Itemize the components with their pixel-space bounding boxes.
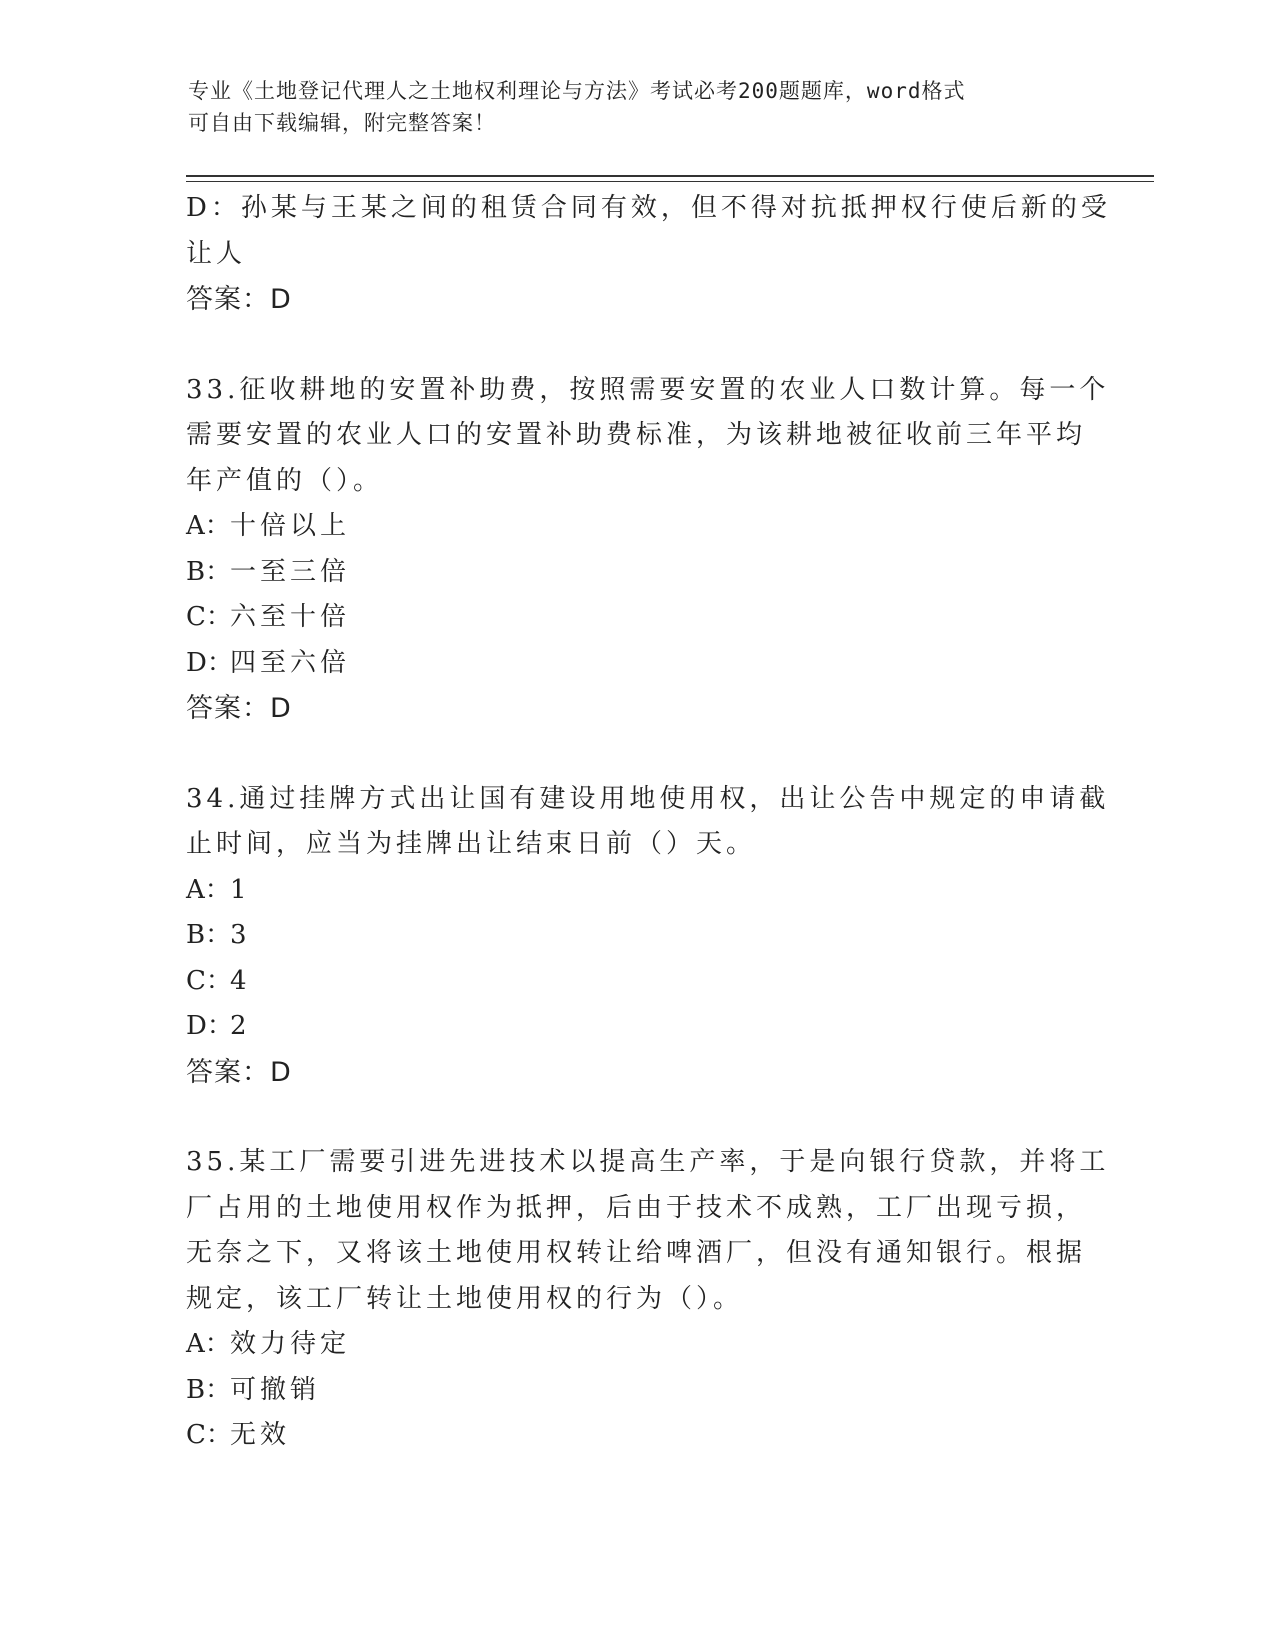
stem-line: 33.征收耕地的安置补助费，按照需要安置的农业人口数计算。每一个 bbox=[186, 374, 1110, 405]
header-divider-thin bbox=[186, 181, 1154, 182]
question-content bbox=[186, 186, 1111, 1459]
stem-line: 厂占用的土地使用权作为抵押，后由于技术不成熟，工厂出现亏损， bbox=[186, 1192, 1087, 1223]
option-b bbox=[186, 550, 1086, 596]
option-b bbox=[186, 913, 1086, 959]
header-title-line-2: 可自由下载编辑，附完整答案！ bbox=[188, 111, 496, 135]
option-letter: B： bbox=[186, 920, 232, 950]
header-title-line-1: 专业《土地登记代理人之土地权利理论与方法》考试必考200题题库，word格式 bbox=[188, 79, 966, 103]
option-letter: C： bbox=[186, 1420, 232, 1450]
question-35 bbox=[186, 1140, 1110, 1459]
option-text: 六至十倍 bbox=[230, 602, 351, 632]
stem-line: 年产值的（）。 bbox=[186, 465, 384, 496]
previous-question-tail bbox=[186, 186, 1111, 323]
option-text: 效力待定 bbox=[230, 1329, 351, 1359]
question-stem bbox=[186, 777, 1110, 868]
option-text: 可撤销 bbox=[230, 1374, 321, 1405]
option-text: 3 bbox=[230, 920, 251, 950]
stem-line: 无奈之下，又将该土地使用权转让给啤酒厂，但没有通知银行。根据 bbox=[186, 1238, 1087, 1268]
option-d bbox=[186, 1004, 1086, 1050]
option-text: 无效 bbox=[230, 1420, 291, 1450]
option-letter: B： bbox=[186, 1374, 232, 1405]
option-letter: A： bbox=[186, 1329, 231, 1359]
option-text: 2 bbox=[230, 1011, 251, 1041]
option-text: 十倍以上 bbox=[230, 511, 351, 541]
option-letter: B： bbox=[186, 556, 232, 587]
question-33 bbox=[186, 368, 1110, 732]
option-letter: C： bbox=[186, 602, 232, 632]
header-divider-thick bbox=[186, 175, 1154, 177]
option-text: 四至六倍 bbox=[230, 647, 351, 678]
question-stem bbox=[186, 1140, 1110, 1322]
option-d-line-1: D：孙某与王某之间的租赁合同有效，但不得对抗抵押权行使后新的受 bbox=[186, 193, 1111, 223]
stem-line: 35.某工厂需要引进先进技术以提高生产率，于是向银行贷款，并将工 bbox=[186, 1147, 1110, 1177]
option-letter: A： bbox=[186, 511, 231, 541]
option-c bbox=[186, 1413, 1086, 1459]
option-a bbox=[186, 504, 1086, 550]
question-stem bbox=[186, 368, 1110, 505]
stem-line: 规定，该工厂转让土地使用权的行为（）。 bbox=[186, 1283, 744, 1314]
option-a bbox=[186, 1322, 1086, 1368]
option-d bbox=[186, 641, 1086, 687]
option-text: 1 bbox=[230, 874, 251, 905]
option-text: 一至三倍 bbox=[230, 556, 351, 587]
answer-label: 答案：D bbox=[186, 693, 292, 724]
option-b bbox=[186, 1368, 1086, 1414]
stem-line: 需要安置的农业人口的安置补助费标准，为该耕地被征收前三年平均 bbox=[186, 420, 1087, 450]
stem-line: 止时间，应当为挂牌出让结束日前（）天。 bbox=[186, 829, 757, 859]
option-d-line-2: 让人 bbox=[186, 238, 247, 269]
answer-label: 答案：D bbox=[186, 1056, 292, 1088]
option-letter: A： bbox=[186, 874, 231, 905]
option-letter: D： bbox=[186, 647, 233, 678]
option-letter: D： bbox=[186, 1011, 233, 1041]
question-34 bbox=[186, 777, 1110, 1096]
option-text: 4 bbox=[230, 965, 251, 996]
stem-line: 34.通过挂牌方式出让国有建设用地使用权，出让公告中规定的申请截 bbox=[186, 783, 1110, 814]
option-c bbox=[186, 595, 1086, 641]
option-c bbox=[186, 959, 1086, 1005]
option-letter: C： bbox=[186, 965, 232, 996]
answer-label: 答案：D bbox=[186, 284, 292, 315]
page-header bbox=[188, 75, 1068, 139]
option-a bbox=[186, 868, 1086, 914]
